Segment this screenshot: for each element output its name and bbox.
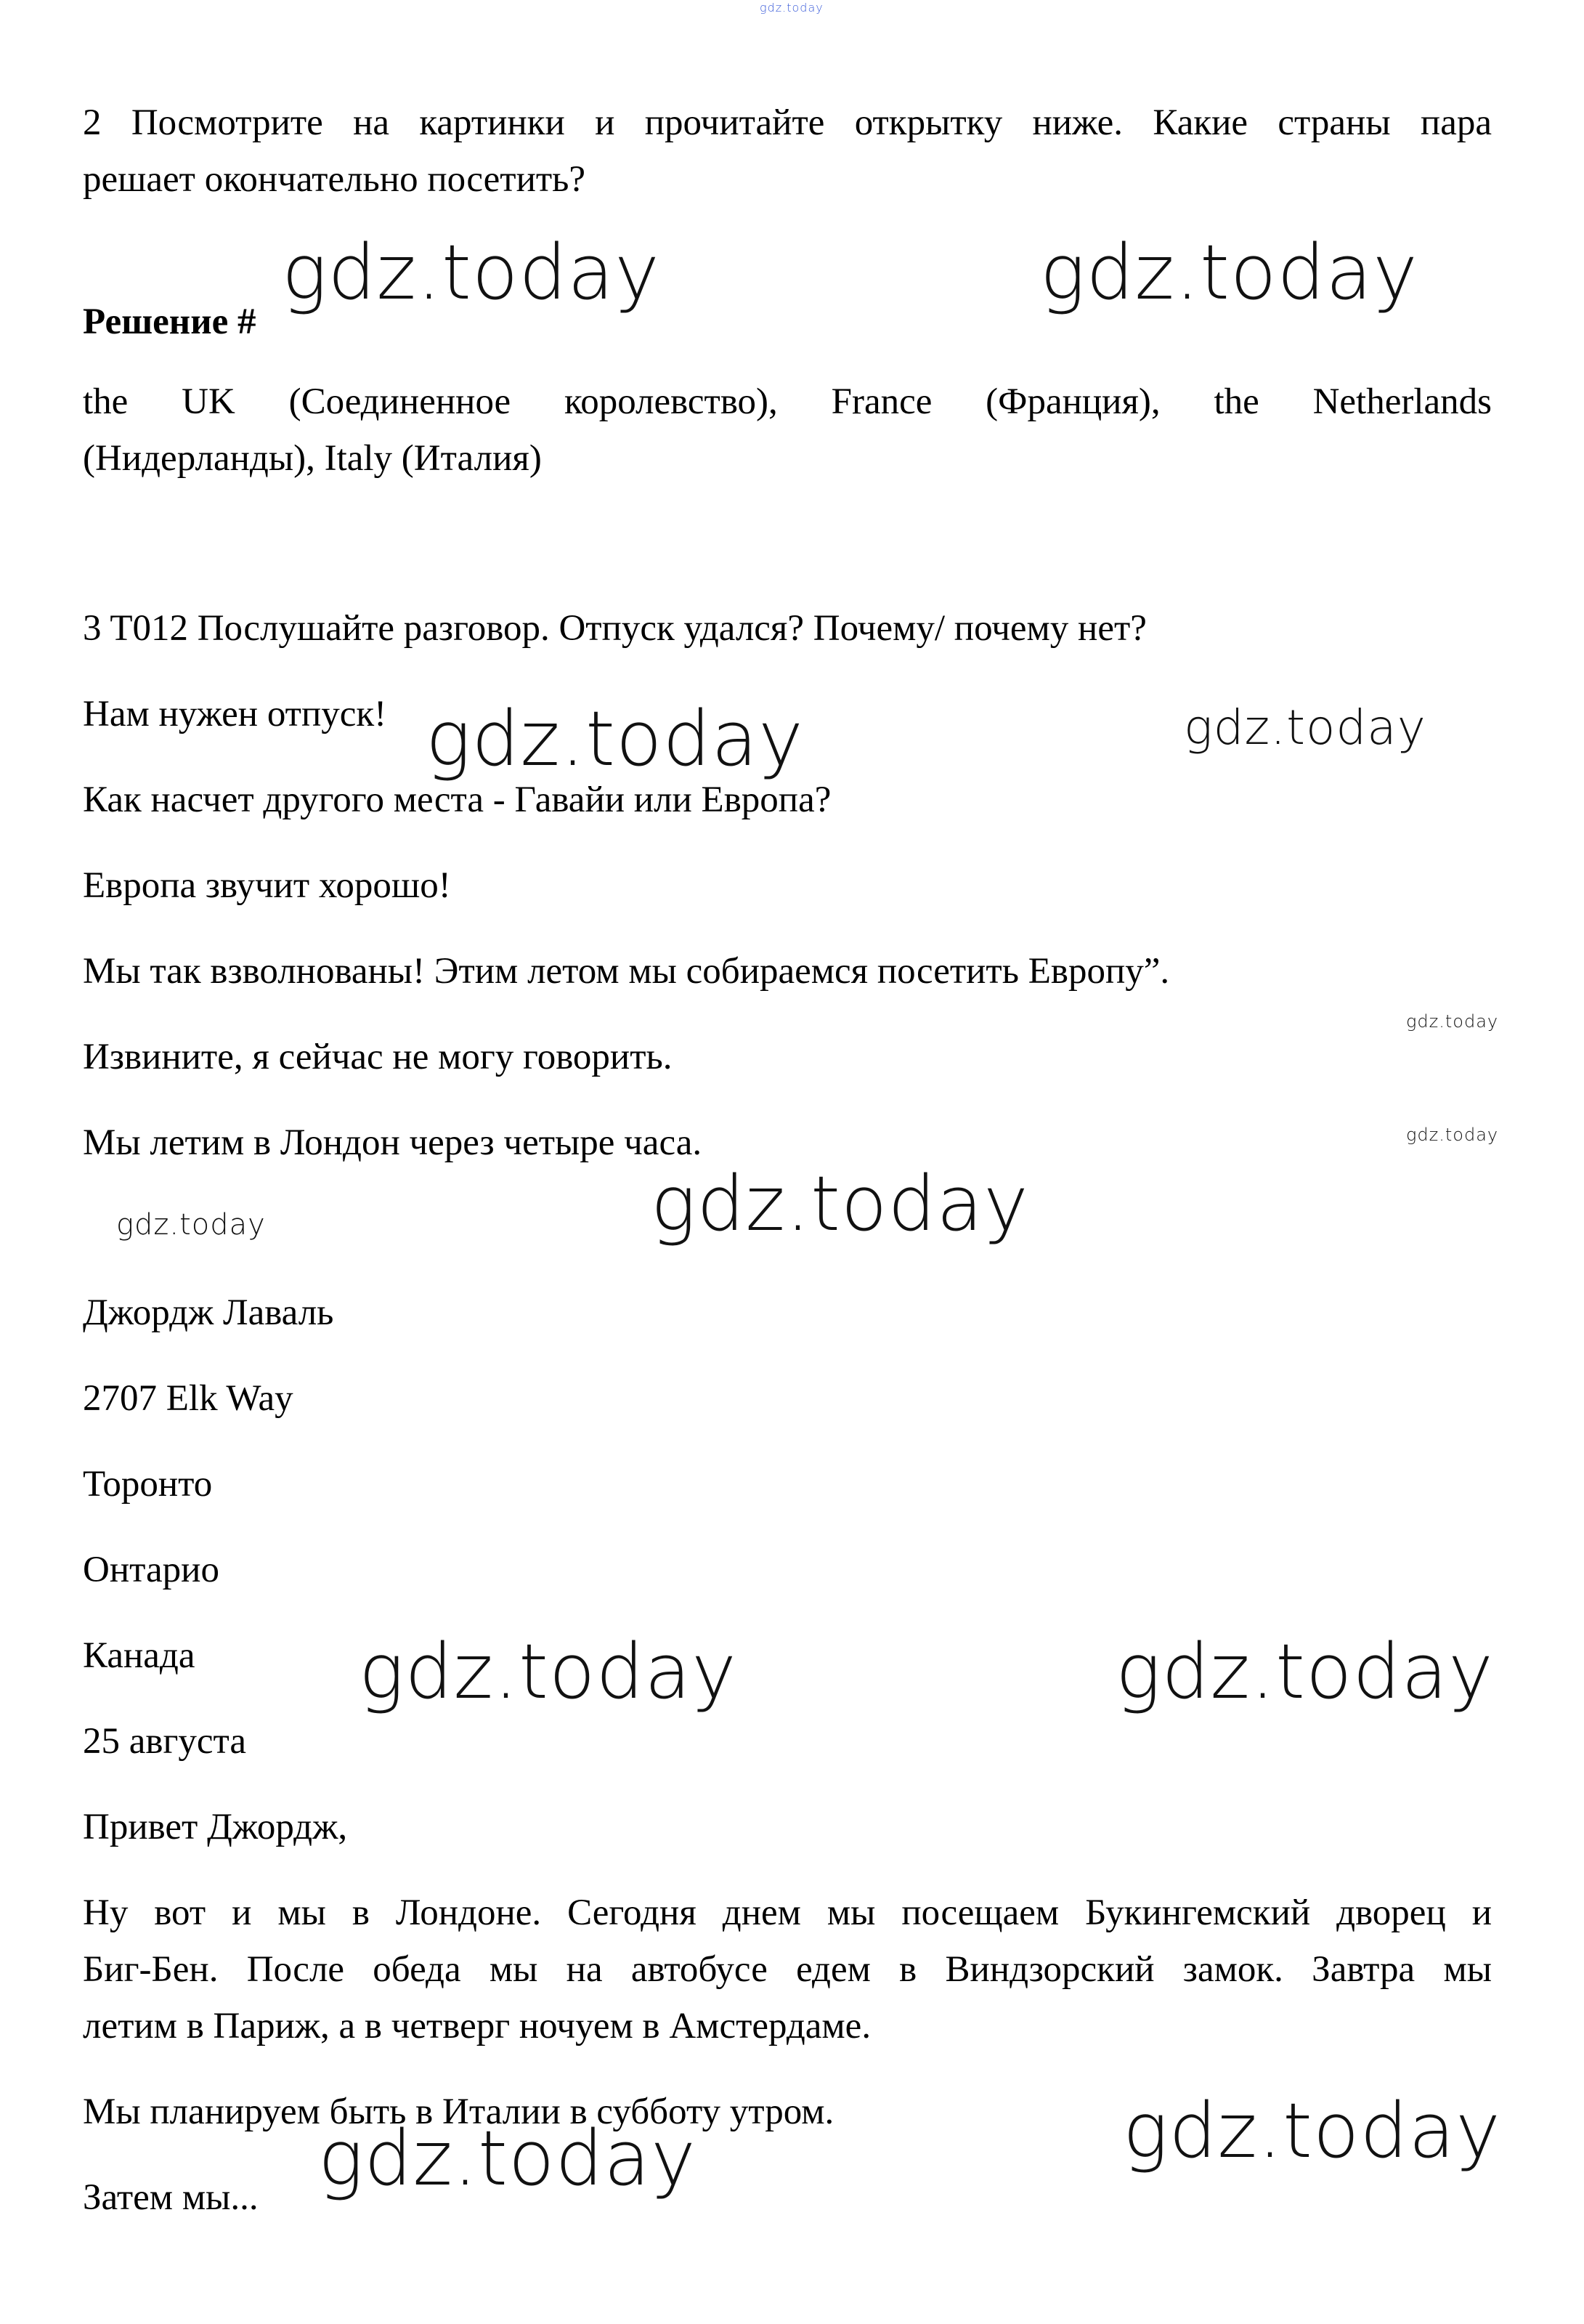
watermark-6: gdz.today	[1406, 1125, 1499, 1145]
watermark-5: gdz.today	[1406, 1011, 1499, 1032]
task3-question: 3 T012 Послушайте разговор. Отпуск удался? Почему/ почему нет?	[83, 608, 1147, 649]
address-city: Торонто	[83, 1464, 213, 1505]
dialogue-line-1: Нам нужен отпуск!	[83, 694, 387, 734]
watermark-top: gdz.today	[760, 1, 824, 15]
watermark-4: gdz.today	[1184, 700, 1426, 756]
watermark-10: gdz.today	[1116, 1627, 1494, 1716]
task2-answer-line2: (Нидерланды), Italy (Италия)	[83, 438, 542, 479]
dialogue-line-4: Мы так взволнованы! Этим летом мы собираемся посетить Европу”.	[83, 951, 1170, 992]
address-name: Джордж Лаваль	[83, 1292, 334, 1333]
dialogue-line-6: Мы летим в Лондон через четыре часа.	[83, 1122, 702, 1163]
postcard-date: 25 августа	[83, 1721, 247, 1762]
address-country: Канада	[83, 1635, 195, 1676]
postcard-body-line3: летим в Париж, а в четверг ночуем в Амстердаме.	[83, 2006, 872, 2046]
watermark-2: gdz.today	[1040, 228, 1418, 317]
task2-question-line2: решает окончательно посетить?	[83, 159, 586, 200]
task2-solution-label: Решение #	[83, 301, 256, 342]
address-street: 2707 Elk Way	[83, 1378, 293, 1419]
watermark-11: gdz.today	[1123, 2086, 1501, 2175]
dialogue-line-2: Как насчет другого места - Гавайи или Европа?	[83, 780, 832, 820]
watermark-1: gdz.today	[282, 228, 660, 317]
task2-question-line1: 2 Посмотрите на картинки и прочитайте открытку ниже. Какие страны пара	[83, 102, 1492, 143]
task2-answer-line1: the UK (Соединенное королевство), France (Франция), the Netherlands	[83, 381, 1492, 422]
dialogue-line-5: Извините, я сейчас не могу говорить.	[83, 1037, 673, 1077]
address-province: Онтарио	[83, 1550, 219, 1590]
watermark-12: gdz.today	[318, 2114, 696, 2203]
watermark-3: gdz.today	[426, 695, 804, 783]
postcard-body-line1: Ну вот и мы в Лондоне. Сегодня днем мы посещаем Букингемский дворец и	[83, 1892, 1492, 1933]
watermark-8: gdz.today	[651, 1159, 1029, 1248]
watermark-9: gdz.today	[359, 1627, 737, 1716]
postcard-body-line2: Биг-Бен. После обеда мы на автобусе едем в Виндзорский замок. Завтра мы	[83, 1949, 1492, 1990]
dialogue-line-3: Европа звучит хорошо!	[83, 865, 451, 906]
postcard-plan: Мы планируем быть в Италии в субботу утром.	[83, 2092, 834, 2132]
watermark-7: gdz.today	[116, 1208, 266, 1242]
postcard-closing: Затем мы...	[83, 2177, 259, 2218]
postcard-greeting: Привет Джордж,	[83, 1807, 348, 1847]
